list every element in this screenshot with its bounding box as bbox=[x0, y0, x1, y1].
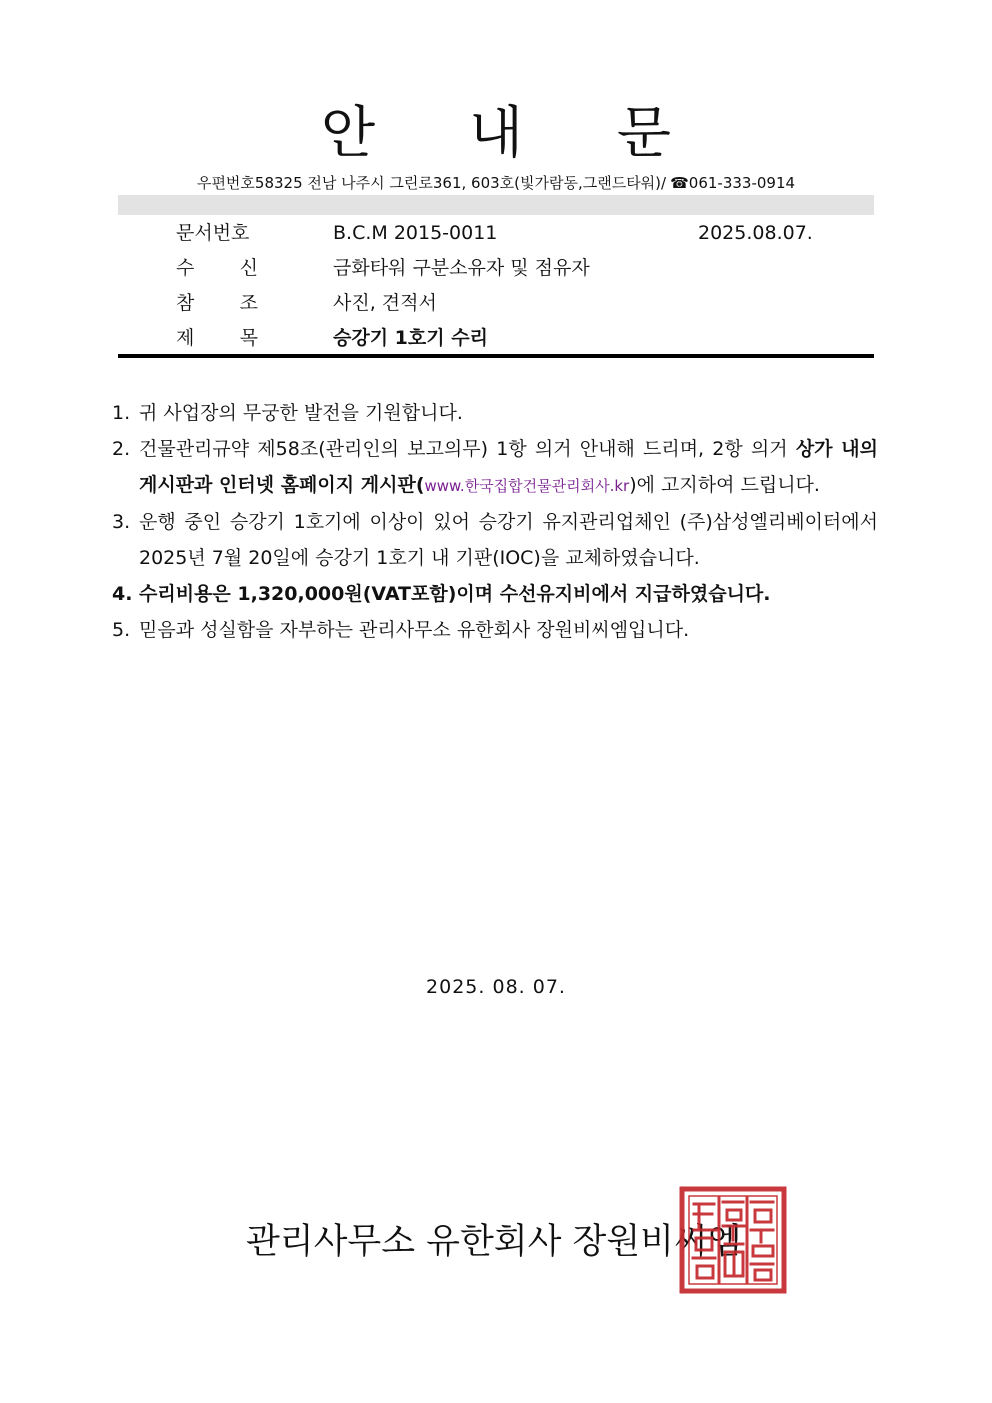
reference-label bbox=[176, 288, 258, 318]
signer-name: 관리사무소 유한회사 장원비씨엠 bbox=[246, 1222, 742, 1262]
subject-label bbox=[176, 323, 258, 353]
list-item bbox=[112, 612, 878, 648]
recipient-value: 금화타워 구분소유자 및 점유자 bbox=[333, 257, 590, 279]
subject-value: 승강기 1호기 수리 bbox=[333, 327, 488, 349]
reference-label-char: 조 bbox=[239, 292, 258, 314]
reference-label-char: 참 bbox=[176, 292, 195, 314]
list-item bbox=[112, 395, 878, 431]
footer-date: 2025. 08. 07. bbox=[426, 976, 566, 998]
item-text-emphasis: 상가 내의 게시판과 인터넷 홈페이지 게시판 bbox=[139, 438, 878, 496]
item-text: 수리비용은 1,320,000원(VAT포함)이며 수선유지비에서 지급하였습니다. bbox=[139, 583, 771, 605]
doc-number-value: B.C.M 2015-0011 bbox=[333, 222, 498, 244]
header-shade-bar bbox=[118, 195, 874, 215]
phone-number: 061-333-0914 bbox=[688, 174, 796, 192]
website-link[interactable]: www.한국집합건물관리회사.kr bbox=[424, 477, 630, 495]
phone-icon: ☎ bbox=[670, 174, 689, 192]
item-text: 운행 중인 승강기 1호기에 이상이 있어 승강기 유지관리업체인 (주)삼성엘리베이터에서 2025년 7월 20일에 승강기 1호기 내 기판(IOC)을 교체하였습니다. bbox=[139, 511, 878, 569]
item-number: 2. bbox=[112, 438, 131, 460]
subject-label-char: 목 bbox=[239, 327, 258, 349]
item-text: )에 고지하여 드립니다. bbox=[629, 474, 820, 496]
recipient-label-char: 수 bbox=[176, 257, 195, 279]
recipient-label-char: 신 bbox=[239, 257, 258, 279]
item-number: 5. bbox=[112, 619, 131, 641]
reference-value: 사진, 견적서 bbox=[333, 292, 437, 314]
item-text: 귀 사업장의 무궁한 발전을 기원합니다. bbox=[139, 402, 463, 424]
list-item bbox=[112, 576, 878, 612]
notice-body bbox=[112, 395, 878, 648]
item-text: 건물관리규약 제58조(관리인의 보고의무) 1항 의거 안내해 드리며, 2항 의거 bbox=[139, 438, 796, 460]
recipient-label bbox=[176, 253, 258, 283]
item-number: 1. bbox=[112, 402, 131, 424]
doc-number-label: 문서번호 bbox=[176, 222, 250, 244]
item-text: 믿음과 성실함을 자부하는 관리사무소 유한회사 장원비씨엠입니다. bbox=[139, 619, 690, 641]
list-item bbox=[112, 431, 878, 504]
item-text-paren: ( bbox=[415, 474, 425, 496]
subject-label-char: 제 bbox=[176, 327, 195, 349]
item-number: 3. bbox=[112, 511, 131, 533]
official-seal bbox=[679, 1186, 787, 1294]
document-title: 안 내 문 bbox=[321, 101, 709, 166]
address-text: 우편번호58325 전남 나주시 그린로361, 603호(빛가람동,그랜드타워)/ bbox=[196, 174, 667, 192]
item-number: 4. bbox=[112, 583, 133, 605]
list-item bbox=[112, 504, 878, 576]
header-divider bbox=[118, 354, 874, 358]
doc-date-value: 2025.08.07. bbox=[698, 222, 813, 244]
address-line bbox=[0, 172, 992, 194]
